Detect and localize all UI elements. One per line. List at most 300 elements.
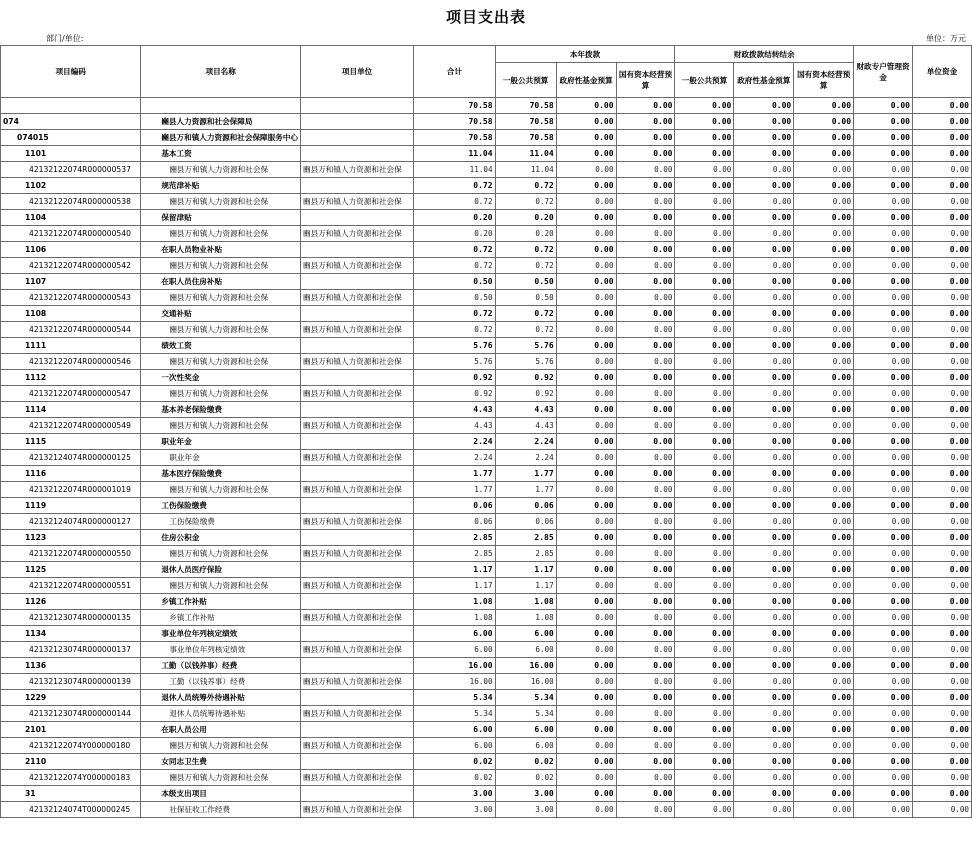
table-row bbox=[1, 210, 972, 226]
header-own: 单位资金 bbox=[912, 46, 971, 98]
cell-code: 1104 bbox=[1, 210, 141, 226]
cell-amount: 1.08 bbox=[414, 610, 495, 626]
cell-code: 074 bbox=[1, 114, 141, 130]
cell-amount: 0.72 bbox=[495, 178, 556, 194]
cell-amount: 0.00 bbox=[616, 530, 675, 546]
cell-amount: 4.43 bbox=[414, 418, 495, 434]
cell-code: 1108 bbox=[1, 306, 141, 322]
table-row bbox=[1, 258, 972, 274]
cell-amount: 0.00 bbox=[556, 658, 616, 674]
cell-amount: 0.00 bbox=[794, 514, 854, 530]
cell-amount: 1.77 bbox=[495, 482, 556, 498]
table-row bbox=[1, 658, 972, 674]
cell-amount: 0.72 bbox=[414, 194, 495, 210]
cell-amount: 0.00 bbox=[675, 434, 734, 450]
header-col: 国有资本经营预算 bbox=[794, 63, 854, 98]
cell-unit: 豳县万和镇人力资源和社会保 bbox=[301, 546, 414, 562]
table-row bbox=[1, 370, 972, 386]
cell-code: 1123 bbox=[1, 530, 141, 546]
cell-unit bbox=[301, 466, 414, 482]
cell-amount: 0.00 bbox=[556, 146, 616, 162]
cell-code: 2101 bbox=[1, 722, 141, 738]
cell-amount: 0.00 bbox=[854, 578, 913, 594]
cell-amount: 0.00 bbox=[556, 322, 616, 338]
cell-amount: 0.00 bbox=[794, 594, 854, 610]
cell-amount: 0.00 bbox=[854, 770, 913, 786]
cell-code: 42132122074R000000540 bbox=[1, 226, 141, 242]
cell-amount: 0.00 bbox=[616, 178, 675, 194]
cell-amount: 0.00 bbox=[616, 514, 675, 530]
cell-amount: 4.43 bbox=[414, 402, 495, 418]
cell-name: 豳县万和镇人力资源和社会保 bbox=[141, 354, 301, 370]
cell-amount: 0.00 bbox=[794, 418, 854, 434]
cell-amount: 0.00 bbox=[616, 306, 675, 322]
cell-amount: 0.00 bbox=[794, 434, 854, 450]
cell-amount: 6.00 bbox=[414, 722, 495, 738]
cell-unit bbox=[301, 786, 414, 802]
cell-amount: 0.00 bbox=[912, 674, 971, 690]
cell-name: 豳县万和镇人力资源和社会保 bbox=[141, 226, 301, 242]
cell-amount: 70.58 bbox=[414, 130, 495, 146]
cell-amount: 2.24 bbox=[414, 450, 495, 466]
cell-amount: 5.34 bbox=[495, 690, 556, 706]
cell-amount: 0.00 bbox=[912, 370, 971, 386]
cell-amount: 0.00 bbox=[912, 434, 971, 450]
cell-name bbox=[141, 98, 301, 114]
cell-amount: 0.00 bbox=[854, 626, 913, 642]
cell-amount: 0.00 bbox=[734, 242, 794, 258]
cell-amount: 0.00 bbox=[854, 642, 913, 658]
cell-amount: 0.00 bbox=[616, 706, 675, 722]
cell-amount: 0.00 bbox=[854, 450, 913, 466]
table-row bbox=[1, 146, 972, 162]
cell-amount: 0.00 bbox=[794, 690, 854, 706]
cell-amount: 0.00 bbox=[794, 194, 854, 210]
cell-amount: 0.00 bbox=[616, 626, 675, 642]
cell-code: 42132122074R000000538 bbox=[1, 194, 141, 210]
cell-amount: 1.77 bbox=[495, 466, 556, 482]
cell-amount: 5.76 bbox=[495, 354, 556, 370]
cell-amount: 0.00 bbox=[556, 130, 616, 146]
table-row bbox=[1, 690, 972, 706]
table-row bbox=[1, 418, 972, 434]
cell-amount: 0.00 bbox=[675, 370, 734, 386]
cell-unit bbox=[301, 626, 414, 642]
cell-amount: 0.00 bbox=[675, 642, 734, 658]
cell-amount: 0.00 bbox=[734, 674, 794, 690]
cell-name: 在职人员住房补贴 bbox=[141, 274, 301, 290]
cell-amount: 0.00 bbox=[794, 322, 854, 338]
cell-name: 女同志卫生费 bbox=[141, 754, 301, 770]
cell-amount: 0.00 bbox=[854, 434, 913, 450]
cell-amount: 0.00 bbox=[556, 242, 616, 258]
cell-amount: 0.00 bbox=[616, 258, 675, 274]
cell-unit: 豳县万和镇人力资源和社会保 bbox=[301, 354, 414, 370]
cell-amount: 0.00 bbox=[556, 226, 616, 242]
cell-amount: 0.72 bbox=[495, 322, 556, 338]
cell-amount: 0.06 bbox=[495, 498, 556, 514]
cell-amount: 0.00 bbox=[912, 386, 971, 402]
header-col: 一般公共预算 bbox=[675, 63, 734, 98]
cell-amount: 0.00 bbox=[556, 386, 616, 402]
cell-amount: 0.00 bbox=[675, 626, 734, 642]
cell-amount: 1.17 bbox=[414, 562, 495, 578]
cell-code: 42132124074R000000127 bbox=[1, 514, 141, 530]
header-col: 政府性基金预算 bbox=[556, 63, 616, 98]
cell-amount: 0.00 bbox=[794, 530, 854, 546]
cell-amount: 0.00 bbox=[556, 578, 616, 594]
cell-name: 豳县人力资源和社会保障局 bbox=[141, 114, 301, 130]
cell-code: 42132123074R000000144 bbox=[1, 706, 141, 722]
cell-code: 1111 bbox=[1, 338, 141, 354]
cell-amount: 0.00 bbox=[556, 802, 616, 818]
table-row bbox=[1, 242, 972, 258]
cell-amount: 0.00 bbox=[794, 210, 854, 226]
cell-unit: 豳县万和镇人力资源和社会保 bbox=[301, 770, 414, 786]
cell-amount: 0.00 bbox=[854, 306, 913, 322]
cell-unit: 豳县万和镇人力资源和社会保 bbox=[301, 802, 414, 818]
cell-amount: 0.00 bbox=[556, 690, 616, 706]
cell-amount: 0.00 bbox=[556, 258, 616, 274]
cell-amount: 0.00 bbox=[734, 626, 794, 642]
cell-amount: 3.00 bbox=[495, 802, 556, 818]
cell-code: 42132122074R000000542 bbox=[1, 258, 141, 274]
cell-unit: 豳县万和镇人力资源和社会保 bbox=[301, 162, 414, 178]
cell-amount: 0.00 bbox=[854, 674, 913, 690]
cell-amount: 0.00 bbox=[854, 194, 913, 210]
cell-amount: 0.00 bbox=[912, 690, 971, 706]
cell-amount: 11.04 bbox=[414, 146, 495, 162]
cell-amount: 0.00 bbox=[734, 690, 794, 706]
cell-unit: 豳县万和镇人力资源和社会保 bbox=[301, 450, 414, 466]
cell-amount: 0.00 bbox=[854, 242, 913, 258]
cell-code: 1116 bbox=[1, 466, 141, 482]
cell-name: 职业年金 bbox=[141, 434, 301, 450]
cell-name: 豳县万和镇人力资源和社会保 bbox=[141, 546, 301, 562]
cell-amount: 0.00 bbox=[794, 274, 854, 290]
cell-amount: 1.08 bbox=[495, 594, 556, 610]
cell-amount: 0.00 bbox=[556, 546, 616, 562]
cell-amount: 0.72 bbox=[495, 258, 556, 274]
cell-amount: 0.00 bbox=[616, 418, 675, 434]
cell-code: 2110 bbox=[1, 754, 141, 770]
cell-amount: 0.00 bbox=[912, 210, 971, 226]
cell-amount: 0.00 bbox=[794, 498, 854, 514]
cell-amount: 0.00 bbox=[616, 386, 675, 402]
cell-amount: 1.08 bbox=[495, 610, 556, 626]
cell-amount: 0.92 bbox=[495, 370, 556, 386]
cell-amount: 0.72 bbox=[414, 306, 495, 322]
cell-amount: 0.00 bbox=[734, 146, 794, 162]
cell-code: 1126 bbox=[1, 594, 141, 610]
cell-amount: 0.00 bbox=[912, 482, 971, 498]
cell-amount: 0.00 bbox=[734, 322, 794, 338]
cell-amount: 0.00 bbox=[912, 578, 971, 594]
cell-unit bbox=[301, 242, 414, 258]
cell-name: 一次性奖金 bbox=[141, 370, 301, 386]
cell-amount: 0.00 bbox=[854, 658, 913, 674]
cell-code: 42132123074R000000139 bbox=[1, 674, 141, 690]
cell-amount: 0.00 bbox=[794, 130, 854, 146]
table-row bbox=[1, 562, 972, 578]
cell-amount: 0.00 bbox=[556, 626, 616, 642]
cell-code: 42132122074Y000000180 bbox=[1, 738, 141, 754]
cell-unit: 豳县万和镇人力资源和社会保 bbox=[301, 258, 414, 274]
cell-amount: 0.00 bbox=[734, 290, 794, 306]
cell-amount: 0.00 bbox=[556, 754, 616, 770]
cell-amount: 0.00 bbox=[794, 226, 854, 242]
table-row bbox=[1, 98, 972, 114]
cell-code: 42132122074R000001019 bbox=[1, 482, 141, 498]
cell-amount: 0.00 bbox=[556, 738, 616, 754]
table-row bbox=[1, 802, 972, 818]
cell-name: 职业年金 bbox=[141, 450, 301, 466]
cell-name: 豳县万和镇人力资源和社会保 bbox=[141, 290, 301, 306]
cell-amount: 0.00 bbox=[854, 722, 913, 738]
cell-code: 42132124074T000000245 bbox=[1, 802, 141, 818]
cell-name: 乡镇工作补贴 bbox=[141, 610, 301, 626]
cell-amount: 0.00 bbox=[794, 770, 854, 786]
cell-amount: 0.00 bbox=[854, 802, 913, 818]
cell-amount: 0.00 bbox=[912, 162, 971, 178]
cell-amount: 0.00 bbox=[912, 290, 971, 306]
cell-amount: 0.00 bbox=[912, 706, 971, 722]
cell-amount: 0.00 bbox=[734, 210, 794, 226]
cell-amount: 0.00 bbox=[734, 98, 794, 114]
cell-unit bbox=[301, 114, 414, 130]
cell-amount: 0.00 bbox=[854, 546, 913, 562]
cell-amount: 0.00 bbox=[556, 514, 616, 530]
cell-amount: 3.00 bbox=[414, 802, 495, 818]
cell-amount: 0.00 bbox=[734, 754, 794, 770]
cell-unit: 豳县万和镇人力资源和社会保 bbox=[301, 418, 414, 434]
cell-code: 1119 bbox=[1, 498, 141, 514]
cell-amount: 0.00 bbox=[912, 242, 971, 258]
table-row bbox=[1, 770, 972, 786]
table-row bbox=[1, 706, 972, 722]
cell-amount: 0.00 bbox=[734, 594, 794, 610]
cell-code: 1106 bbox=[1, 242, 141, 258]
cell-code: 31 bbox=[1, 786, 141, 802]
cell-amount: 0.00 bbox=[734, 738, 794, 754]
cell-amount: 6.00 bbox=[495, 642, 556, 658]
cell-amount: 0.00 bbox=[734, 786, 794, 802]
cell-name: 退休人员统筹待遇补贴 bbox=[141, 706, 301, 722]
cell-unit: 豳县万和镇人力资源和社会保 bbox=[301, 738, 414, 754]
cell-amount: 0.00 bbox=[556, 610, 616, 626]
cell-amount: 0.00 bbox=[616, 226, 675, 242]
cell-unit bbox=[301, 146, 414, 162]
cell-amount: 0.00 bbox=[616, 754, 675, 770]
cell-name: 基本医疗保险缴费 bbox=[141, 466, 301, 482]
cell-amount: 16.00 bbox=[495, 674, 556, 690]
cell-amount: 0.00 bbox=[794, 258, 854, 274]
cell-amount: 0.00 bbox=[854, 386, 913, 402]
cell-amount: 0.00 bbox=[675, 226, 734, 242]
cell-amount: 0.06 bbox=[414, 514, 495, 530]
cell-amount: 0.00 bbox=[854, 562, 913, 578]
cell-amount: 0.00 bbox=[794, 642, 854, 658]
cell-amount: 0.72 bbox=[495, 194, 556, 210]
cell-amount: 0.00 bbox=[734, 114, 794, 130]
cell-name: 交通补贴 bbox=[141, 306, 301, 322]
cell-name: 豳县万和镇人力资源和社会保 bbox=[141, 258, 301, 274]
cell-amount: 0.72 bbox=[495, 242, 556, 258]
cell-code: 1114 bbox=[1, 402, 141, 418]
cell-amount: 0.00 bbox=[675, 98, 734, 114]
cell-amount: 0.00 bbox=[616, 450, 675, 466]
cell-amount: 0.00 bbox=[734, 770, 794, 786]
cell-code: 1136 bbox=[1, 658, 141, 674]
cell-amount: 0.00 bbox=[675, 386, 734, 402]
cell-amount: 0.00 bbox=[675, 306, 734, 322]
cell-code: 42132122074R000000537 bbox=[1, 162, 141, 178]
cell-amount: 0.00 bbox=[854, 498, 913, 514]
cell-name: 豳县万和镇人力资源和社会保 bbox=[141, 482, 301, 498]
cell-amount: 0.00 bbox=[794, 578, 854, 594]
cell-amount: 16.00 bbox=[495, 658, 556, 674]
cell-amount: 0.00 bbox=[854, 466, 913, 482]
cell-amount: 0.00 bbox=[912, 418, 971, 434]
cell-amount: 0.50 bbox=[414, 290, 495, 306]
cell-amount: 0.00 bbox=[734, 386, 794, 402]
table-row bbox=[1, 178, 972, 194]
cell-amount: 0.00 bbox=[854, 530, 913, 546]
cell-amount: 5.34 bbox=[414, 690, 495, 706]
cell-amount: 0.00 bbox=[854, 146, 913, 162]
cell-name: 规范津补贴 bbox=[141, 178, 301, 194]
cell-amount: 0.00 bbox=[912, 194, 971, 210]
cell-amount: 0.00 bbox=[675, 786, 734, 802]
cell-amount: 0.02 bbox=[414, 754, 495, 770]
cell-amount: 0.72 bbox=[414, 178, 495, 194]
table-row bbox=[1, 626, 972, 642]
table-row bbox=[1, 578, 972, 594]
cell-amount: 70.58 bbox=[414, 114, 495, 130]
cell-amount: 0.20 bbox=[414, 210, 495, 226]
cell-amount: 0.00 bbox=[734, 658, 794, 674]
cell-amount: 0.00 bbox=[556, 370, 616, 386]
cell-amount: 0.00 bbox=[556, 498, 616, 514]
cell-amount: 0.00 bbox=[854, 786, 913, 802]
table-row bbox=[1, 162, 972, 178]
cell-amount: 0.00 bbox=[556, 98, 616, 114]
cell-amount: 0.00 bbox=[556, 722, 616, 738]
cell-amount: 0.00 bbox=[675, 146, 734, 162]
table-row bbox=[1, 786, 972, 802]
cell-code: 42132122074R000000546 bbox=[1, 354, 141, 370]
cell-unit: 豳县万和镇人力资源和社会保 bbox=[301, 578, 414, 594]
cell-amount: 0.00 bbox=[616, 354, 675, 370]
cell-amount: 0.00 bbox=[734, 418, 794, 434]
cell-amount: 0.00 bbox=[794, 178, 854, 194]
cell-code: 42132123074R000000135 bbox=[1, 610, 141, 626]
cell-amount: 0.02 bbox=[495, 770, 556, 786]
header-group-current: 本年拨款 bbox=[495, 46, 675, 63]
table-row bbox=[1, 594, 972, 610]
table-row bbox=[1, 546, 972, 562]
cell-amount: 0.00 bbox=[675, 114, 734, 130]
cell-name: 豳县万和镇人力资源和社会保 bbox=[141, 194, 301, 210]
cell-amount: 0.00 bbox=[675, 594, 734, 610]
cell-amount: 2.85 bbox=[495, 530, 556, 546]
cell-amount: 0.00 bbox=[794, 146, 854, 162]
cell-amount: 0.00 bbox=[556, 418, 616, 434]
cell-amount: 0.00 bbox=[556, 338, 616, 354]
cell-amount: 0.72 bbox=[414, 242, 495, 258]
cell-amount: 0.00 bbox=[556, 402, 616, 418]
cell-amount: 0.00 bbox=[675, 562, 734, 578]
cell-amount: 11.04 bbox=[495, 146, 556, 162]
cell-amount: 0.00 bbox=[616, 738, 675, 754]
cell-amount: 0.00 bbox=[675, 610, 734, 626]
table-row bbox=[1, 194, 972, 210]
cell-amount: 0.00 bbox=[556, 562, 616, 578]
cell-amount: 0.00 bbox=[675, 482, 734, 498]
cell-amount: 0.00 bbox=[912, 658, 971, 674]
page-title: 项目支出表 bbox=[445, 8, 526, 26]
cell-amount: 0.00 bbox=[794, 306, 854, 322]
cell-name: 豳县万和镇人力资源和社会保 bbox=[141, 578, 301, 594]
cell-amount: 0.92 bbox=[495, 386, 556, 402]
cell-code: 42132122074R000000547 bbox=[1, 386, 141, 402]
cell-unit: 豳县万和镇人力资源和社会保 bbox=[301, 514, 414, 530]
cell-amount: 0.00 bbox=[794, 98, 854, 114]
cell-amount: 0.00 bbox=[616, 802, 675, 818]
cell-amount: 0.00 bbox=[854, 338, 913, 354]
cell-amount: 0.50 bbox=[495, 274, 556, 290]
cell-unit bbox=[301, 562, 414, 578]
cell-amount: 0.00 bbox=[616, 498, 675, 514]
cell-amount: 0.00 bbox=[854, 370, 913, 386]
cell-amount: 0.00 bbox=[556, 706, 616, 722]
cell-amount: 0.00 bbox=[794, 338, 854, 354]
cell-amount: 0.20 bbox=[495, 226, 556, 242]
cell-amount: 1.77 bbox=[414, 466, 495, 482]
cell-amount: 0.00 bbox=[556, 434, 616, 450]
cell-unit bbox=[301, 402, 414, 418]
cell-amount: 0.00 bbox=[616, 610, 675, 626]
table-row bbox=[1, 434, 972, 450]
cell-amount: 0.00 bbox=[616, 466, 675, 482]
cell-amount: 4.43 bbox=[495, 402, 556, 418]
cell-unit bbox=[301, 98, 414, 114]
header-group-carryover: 财政拨款结转结余 bbox=[675, 46, 854, 63]
cell-amount: 0.00 bbox=[734, 226, 794, 242]
cell-name: 基本养老保险缴费 bbox=[141, 402, 301, 418]
cell-amount: 0.00 bbox=[912, 226, 971, 242]
cell-unit: 豳县万和镇人力资源和社会保 bbox=[301, 610, 414, 626]
cell-amount: 0.00 bbox=[616, 562, 675, 578]
cell-amount: 6.00 bbox=[495, 722, 556, 738]
cell-unit bbox=[301, 434, 414, 450]
table-row bbox=[1, 530, 972, 546]
cell-amount: 0.00 bbox=[734, 450, 794, 466]
cell-amount: 0.02 bbox=[495, 754, 556, 770]
cell-name: 豳县万和镇人力资源和社会保 bbox=[141, 418, 301, 434]
cell-name: 豳县万和镇人力资源和社会保 bbox=[141, 386, 301, 402]
cell-amount: 0.00 bbox=[854, 418, 913, 434]
cell-amount: 0.00 bbox=[556, 530, 616, 546]
cell-amount: 0.72 bbox=[414, 322, 495, 338]
cell-amount: 4.43 bbox=[495, 418, 556, 434]
cell-amount: 0.00 bbox=[794, 162, 854, 178]
cell-amount: 0.00 bbox=[675, 530, 734, 546]
cell-code: 42132122074R000000544 bbox=[1, 322, 141, 338]
table-row bbox=[1, 226, 972, 242]
cell-amount: 0.00 bbox=[794, 482, 854, 498]
cell-amount: 0.00 bbox=[794, 754, 854, 770]
